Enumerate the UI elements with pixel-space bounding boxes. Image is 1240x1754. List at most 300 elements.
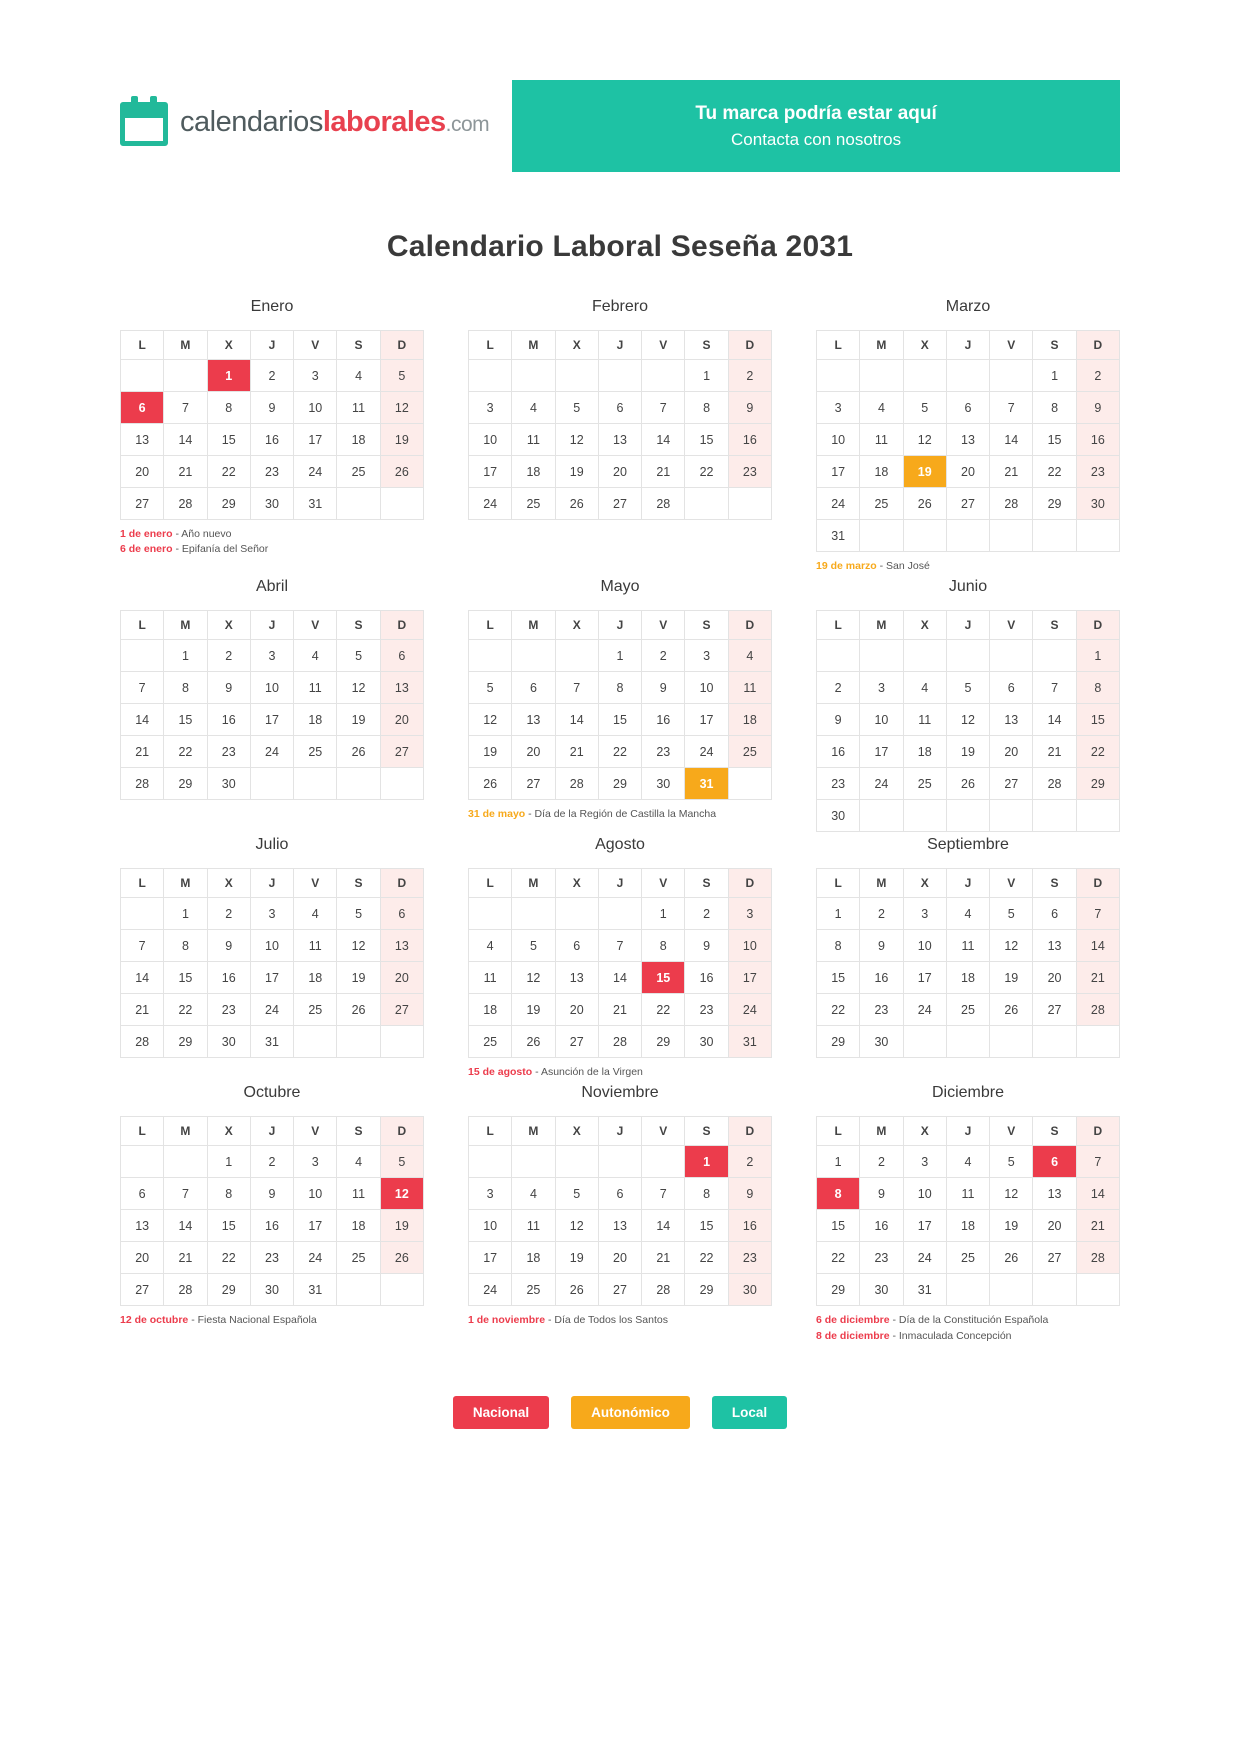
weekday-header: L (469, 611, 512, 640)
day-cell: 24 (250, 736, 293, 768)
weekday-header: J (598, 611, 641, 640)
day-cell: 29 (207, 488, 250, 520)
day-cell: 1 (598, 640, 641, 672)
logo-text-part3: .com (445, 112, 490, 136)
page-title: Calendario Laboral Seseña 2031 (386, 230, 854, 263)
day-cell: 30 (207, 768, 250, 800)
day-cell: 28 (164, 1274, 207, 1306)
day-cell: 23 (728, 1242, 771, 1274)
month-block (816, 836, 1120, 1080)
day-cell: 1 (1033, 360, 1076, 392)
day-cell: 21 (642, 456, 685, 488)
day-cell: 11 (469, 962, 512, 994)
day-cell: 25 (946, 994, 989, 1026)
day-cell: 24 (685, 736, 728, 768)
day-cell: 17 (685, 704, 728, 736)
holiday-day-cell: 12 (380, 1178, 423, 1210)
day-cell: 26 (380, 456, 423, 488)
month-calendar-table (120, 868, 424, 1058)
day-cell: 22 (164, 994, 207, 1026)
month-block (120, 1084, 424, 1343)
week-row (817, 520, 1120, 552)
empty-cell (121, 1146, 164, 1178)
holiday-note-date: 31 de mayo (468, 808, 526, 821)
weekday-header: J (250, 611, 293, 640)
day-cell: 23 (860, 1242, 903, 1274)
empty-cell (990, 640, 1033, 672)
day-cell: 25 (728, 736, 771, 768)
week-row (121, 994, 424, 1026)
weekday-header-row (121, 1117, 424, 1146)
weekday-header-row (817, 1117, 1120, 1146)
empty-cell (555, 898, 598, 930)
weekday-header: D (1076, 869, 1119, 898)
day-cell: 23 (685, 994, 728, 1026)
day-cell: 4 (946, 1146, 989, 1178)
day-cell: 1 (1076, 640, 1119, 672)
day-cell: 16 (817, 736, 860, 768)
day-cell: 20 (380, 962, 423, 994)
legend (120, 1396, 1120, 1429)
day-cell: 22 (685, 1242, 728, 1274)
day-cell: 27 (598, 488, 641, 520)
weekday-header: D (728, 869, 771, 898)
holiday-day-cell: 1 (207, 360, 250, 392)
week-row (817, 994, 1120, 1026)
logo-text (180, 106, 489, 139)
months-grid (120, 298, 1120, 1348)
day-cell: 10 (860, 704, 903, 736)
day-cell: 13 (1033, 930, 1076, 962)
day-cell: 28 (121, 768, 164, 800)
weekday-header: S (685, 331, 728, 360)
day-cell: 26 (469, 768, 512, 800)
weekday-header: J (946, 869, 989, 898)
day-cell: 29 (164, 768, 207, 800)
empty-cell (469, 360, 512, 392)
day-cell: 18 (728, 704, 771, 736)
day-cell: 6 (1033, 898, 1076, 930)
day-cell: 3 (469, 392, 512, 424)
day-cell: 19 (946, 736, 989, 768)
day-cell: 23 (250, 1242, 293, 1274)
week-row (121, 672, 424, 704)
empty-cell (1076, 800, 1119, 832)
day-cell: 15 (1033, 424, 1076, 456)
day-cell: 19 (990, 1210, 1033, 1242)
day-cell: 16 (250, 1210, 293, 1242)
site-logo[interactable] (120, 80, 512, 148)
holiday-day-cell: 6 (121, 392, 164, 424)
week-row (469, 360, 772, 392)
day-cell: 28 (1033, 768, 1076, 800)
day-cell: 7 (642, 1178, 685, 1210)
day-cell: 10 (903, 1178, 946, 1210)
day-cell: 13 (1033, 1178, 1076, 1210)
weekday-header: S (1033, 1117, 1076, 1146)
weekday-header: X (903, 331, 946, 360)
weekday-header: M (860, 1117, 903, 1146)
holiday-note-date: 12 de octubre (120, 1314, 189, 1327)
day-cell: 20 (598, 456, 641, 488)
weekday-header: M (512, 869, 555, 898)
day-cell: 29 (1033, 488, 1076, 520)
empty-cell (946, 1274, 989, 1306)
day-cell: 13 (380, 930, 423, 962)
day-cell: 13 (990, 704, 1033, 736)
holiday-note-text: - San José (876, 560, 930, 572)
legend-nacional[interactable]: Nacional (453, 1396, 549, 1429)
day-cell: 3 (294, 360, 337, 392)
day-cell: 10 (250, 930, 293, 962)
holiday-notes (120, 527, 424, 557)
day-cell: 11 (946, 930, 989, 962)
day-cell: 4 (512, 392, 555, 424)
day-cell: 19 (337, 704, 380, 736)
week-row (121, 1242, 424, 1274)
weekday-header: S (685, 611, 728, 640)
day-cell: 9 (728, 392, 771, 424)
weekday-header: V (294, 611, 337, 640)
day-cell: 18 (903, 736, 946, 768)
empty-cell (512, 898, 555, 930)
day-cell: 29 (817, 1274, 860, 1306)
day-cell: 3 (685, 640, 728, 672)
empty-cell (380, 1274, 423, 1306)
day-cell: 28 (121, 1026, 164, 1058)
day-cell: 9 (685, 930, 728, 962)
day-cell: 24 (250, 994, 293, 1026)
week-row (817, 962, 1120, 994)
day-cell: 6 (121, 1178, 164, 1210)
week-row (469, 1178, 772, 1210)
legend-autonomico[interactable]: Autonómico (571, 1396, 690, 1429)
holiday-notes (468, 1313, 772, 1328)
day-cell: 8 (1033, 392, 1076, 424)
day-cell: 12 (946, 704, 989, 736)
day-cell: 24 (294, 1242, 337, 1274)
holiday-note-text: - Día de Todos los Santos (545, 1314, 668, 1327)
weekday-header: D (380, 611, 423, 640)
holiday-note-text: - Inmaculada Concepción (889, 1329, 1012, 1342)
legend-local[interactable]: Local (712, 1396, 787, 1429)
day-cell: 17 (469, 1242, 512, 1274)
day-cell: 15 (685, 424, 728, 456)
day-cell: 11 (512, 1210, 555, 1242)
week-row (817, 360, 1120, 392)
day-cell: 29 (817, 1026, 860, 1058)
day-cell: 6 (512, 672, 555, 704)
day-cell: 26 (555, 1274, 598, 1306)
weekday-header: J (598, 1117, 641, 1146)
day-cell: 24 (469, 1274, 512, 1306)
month-name: Septiembre (927, 836, 1009, 854)
day-cell: 23 (728, 456, 771, 488)
month-name: Febrero (591, 298, 649, 315)
week-row (469, 488, 772, 520)
day-cell: 18 (946, 1210, 989, 1242)
week-row (121, 456, 424, 488)
day-cell: 27 (555, 1026, 598, 1058)
weekday-header: X (555, 611, 598, 640)
holiday-note (468, 807, 772, 822)
week-row (817, 736, 1120, 768)
day-cell: 21 (990, 456, 1033, 488)
day-cell: 7 (121, 930, 164, 962)
week-row (121, 488, 424, 520)
day-cell: 24 (903, 1242, 946, 1274)
day-cell: 22 (164, 736, 207, 768)
weekday-header: D (728, 1117, 771, 1146)
week-row (469, 424, 772, 456)
day-cell: 25 (512, 488, 555, 520)
day-cell: 3 (817, 392, 860, 424)
day-cell: 15 (207, 424, 250, 456)
day-cell: 31 (728, 1026, 771, 1058)
empty-cell (164, 1146, 207, 1178)
day-cell: 28 (642, 488, 685, 520)
empty-cell (294, 1026, 337, 1058)
empty-cell (817, 640, 860, 672)
day-cell: 25 (512, 1274, 555, 1306)
weekday-header-row (121, 331, 424, 360)
day-cell: 2 (207, 640, 250, 672)
holiday-notes (816, 1313, 1120, 1343)
weekday-header: S (685, 1117, 728, 1146)
holiday-day-cell: 1 (685, 1146, 728, 1178)
day-cell: 24 (860, 768, 903, 800)
day-cell: 13 (598, 424, 641, 456)
empty-cell (1033, 520, 1076, 552)
month-block (816, 298, 1120, 574)
empty-cell (469, 898, 512, 930)
week-row (121, 898, 424, 930)
holiday-note-date: 6 de enero (120, 543, 173, 556)
weekday-header: M (512, 331, 555, 360)
weekday-header: V (294, 1117, 337, 1146)
day-cell: 8 (817, 930, 860, 962)
day-cell: 17 (903, 1210, 946, 1242)
day-cell: 14 (1033, 704, 1076, 736)
day-cell: 16 (642, 704, 685, 736)
empty-cell (598, 360, 641, 392)
month-calendar-table (816, 610, 1120, 832)
day-cell: 27 (380, 736, 423, 768)
day-cell: 3 (294, 1146, 337, 1178)
weekday-header: S (1033, 869, 1076, 898)
day-cell: 14 (1076, 1178, 1119, 1210)
month-block (468, 578, 772, 832)
week-row (121, 1178, 424, 1210)
holiday-note-date: 19 de marzo (816, 560, 877, 572)
weekday-header: S (337, 331, 380, 360)
weekday-header: J (946, 331, 989, 360)
weekday-header: J (250, 1117, 293, 1146)
day-cell: 1 (164, 898, 207, 930)
empty-cell (642, 360, 685, 392)
weekday-header-row (469, 331, 772, 360)
empty-cell (512, 360, 555, 392)
holiday-note-date: 8 de diciembre (816, 1329, 890, 1342)
week-row (469, 994, 772, 1026)
day-cell: 26 (337, 736, 380, 768)
day-cell: 15 (164, 962, 207, 994)
week-row (817, 930, 1120, 962)
day-cell: 3 (250, 640, 293, 672)
day-cell: 19 (990, 962, 1033, 994)
day-cell: 3 (250, 898, 293, 930)
day-cell: 10 (469, 424, 512, 456)
holiday-note-date: 6 de diciembre (816, 1314, 890, 1327)
weekday-header-row (817, 869, 1120, 898)
day-cell: 17 (728, 962, 771, 994)
week-row (817, 488, 1120, 520)
weekday-header-row (817, 611, 1120, 640)
day-cell: 25 (294, 994, 337, 1026)
day-cell: 15 (817, 962, 860, 994)
month-calendar-table (816, 1116, 1120, 1306)
day-cell: 2 (250, 1146, 293, 1178)
weekday-header: V (990, 611, 1033, 640)
day-cell: 30 (250, 1274, 293, 1306)
day-cell: 7 (164, 1178, 207, 1210)
day-cell: 6 (990, 672, 1033, 704)
holiday-note (816, 1329, 1120, 1344)
empty-cell (990, 800, 1033, 832)
empty-cell (555, 1146, 598, 1178)
month-block (468, 836, 772, 1080)
day-cell: 5 (380, 360, 423, 392)
day-cell: 12 (990, 930, 1033, 962)
day-cell: 9 (250, 1178, 293, 1210)
month-name: Agosto (595, 836, 645, 854)
day-cell: 31 (294, 1274, 337, 1306)
holiday-note-text: - Día de la Región de Castilla la Mancha (525, 808, 717, 821)
day-cell: 1 (642, 898, 685, 930)
day-cell: 14 (555, 704, 598, 736)
holiday-note (468, 1313, 772, 1328)
weekday-header: L (817, 331, 860, 360)
weekday-header: M (512, 1117, 555, 1146)
week-row (121, 1146, 424, 1178)
day-cell: 6 (380, 898, 423, 930)
day-cell: 20 (946, 456, 989, 488)
day-cell: 29 (1076, 768, 1119, 800)
month-calendar-table (120, 1116, 424, 1306)
day-cell: 30 (860, 1274, 903, 1306)
day-cell: 17 (250, 962, 293, 994)
empty-cell (337, 1026, 380, 1058)
day-cell: 28 (164, 488, 207, 520)
week-row (817, 768, 1120, 800)
day-cell: 24 (817, 488, 860, 520)
empty-cell (1033, 640, 1076, 672)
weekday-header: L (121, 611, 164, 640)
empty-cell (1076, 520, 1119, 552)
day-cell: 18 (469, 994, 512, 1026)
weekday-header: S (337, 611, 380, 640)
week-row (121, 962, 424, 994)
day-cell: 21 (1033, 736, 1076, 768)
day-cell: 24 (903, 994, 946, 1026)
day-cell: 20 (380, 704, 423, 736)
day-cell: 13 (121, 1210, 164, 1242)
day-cell: 28 (555, 768, 598, 800)
week-row (121, 736, 424, 768)
week-row (469, 898, 772, 930)
month-calendar-table (120, 610, 424, 800)
day-cell: 16 (250, 424, 293, 456)
weekday-header: M (164, 331, 207, 360)
weekday-header: L (469, 869, 512, 898)
day-cell: 4 (294, 898, 337, 930)
empty-cell (512, 640, 555, 672)
day-cell: 27 (1033, 1242, 1076, 1274)
weekday-header: J (250, 869, 293, 898)
weekday-header: M (860, 611, 903, 640)
day-cell: 11 (728, 672, 771, 704)
weekday-header: X (555, 1117, 598, 1146)
week-row (469, 1242, 772, 1274)
week-row (121, 930, 424, 962)
day-cell: 11 (294, 930, 337, 962)
empty-cell (903, 520, 946, 552)
day-cell: 21 (1076, 962, 1119, 994)
day-cell: 27 (121, 1274, 164, 1306)
empty-cell (1033, 1274, 1076, 1306)
empty-cell (860, 800, 903, 832)
day-cell: 8 (207, 1178, 250, 1210)
day-cell: 29 (164, 1026, 207, 1058)
day-cell: 11 (512, 424, 555, 456)
weekday-header: M (860, 331, 903, 360)
empty-cell (903, 360, 946, 392)
weekday-header: J (946, 611, 989, 640)
day-cell: 2 (728, 1146, 771, 1178)
day-cell: 26 (555, 488, 598, 520)
day-cell: 1 (164, 640, 207, 672)
week-row (469, 768, 772, 800)
weekday-header: L (121, 1117, 164, 1146)
month-calendar-table (468, 1116, 772, 1306)
weekday-header: S (685, 869, 728, 898)
ad-banner[interactable] (512, 80, 1120, 172)
day-cell: 3 (728, 898, 771, 930)
day-cell: 20 (555, 994, 598, 1026)
day-cell: 28 (1076, 1242, 1119, 1274)
holiday-day-cell: 8 (817, 1178, 860, 1210)
day-cell: 13 (555, 962, 598, 994)
weekday-header: J (946, 1117, 989, 1146)
empty-cell (728, 488, 771, 520)
day-cell: 5 (469, 672, 512, 704)
day-cell: 7 (555, 672, 598, 704)
empty-cell (860, 640, 903, 672)
weekday-header: X (207, 869, 250, 898)
logo-text-part2: laborales (322, 105, 446, 138)
month-name: Mayo (600, 578, 640, 596)
weekday-header: D (1076, 611, 1119, 640)
day-cell: 1 (207, 1146, 250, 1178)
day-cell: 4 (860, 392, 903, 424)
day-cell: 18 (294, 704, 337, 736)
weekday-header: D (1076, 1117, 1119, 1146)
month-name: Abril (255, 578, 288, 596)
day-cell: 20 (1033, 962, 1076, 994)
day-cell: 20 (1033, 1210, 1076, 1242)
empty-cell (1076, 1026, 1119, 1058)
day-cell: 5 (512, 930, 555, 962)
